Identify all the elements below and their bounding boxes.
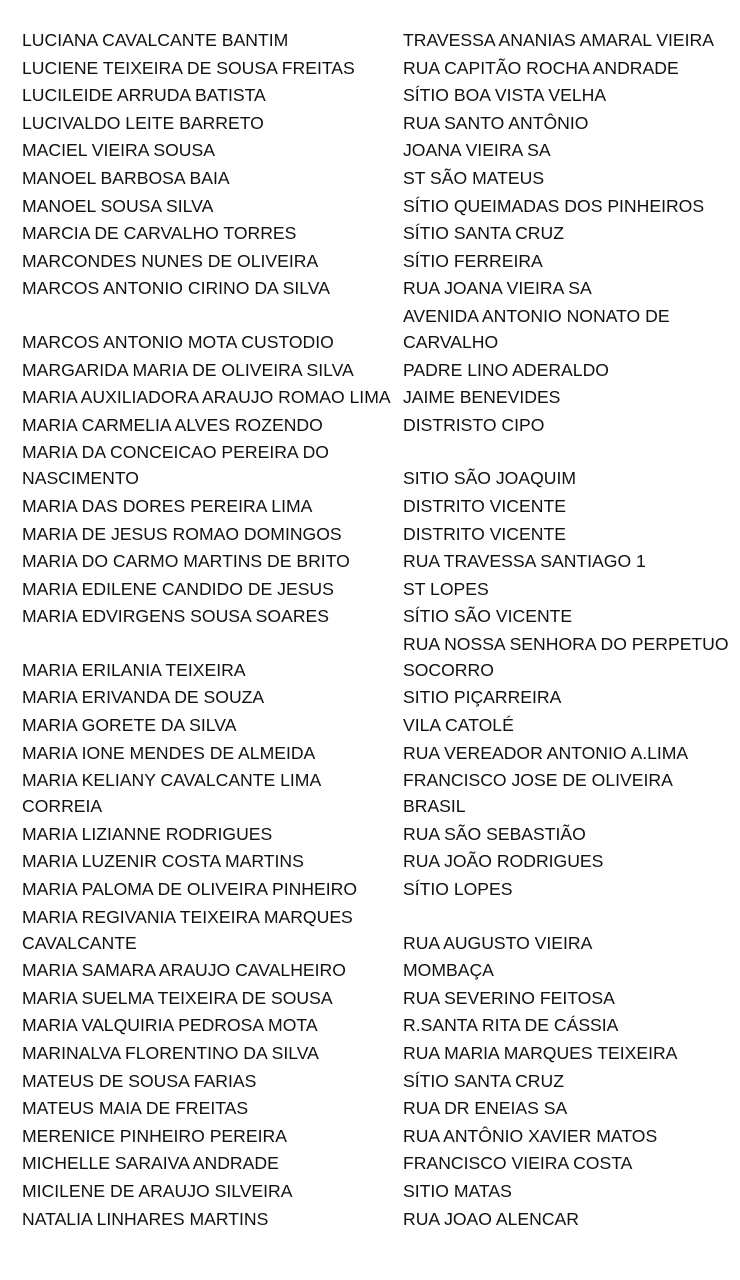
list-row <box>22 275 734 301</box>
list-row <box>22 521 734 547</box>
person-name: MARIA ERILANIA TEIXEIRA <box>22 659 246 680</box>
person-name: MICILENE DE ARAUJO SILVEIRA <box>22 1180 293 1201</box>
list-row <box>22 1178 734 1204</box>
list-row <box>22 55 734 81</box>
person-name: MACIEL VIEIRA SOUSA <box>22 140 215 161</box>
list-row <box>22 548 734 574</box>
person-name: MARIA LUZENIR COSTA MARTINS <box>22 851 304 872</box>
list-row <box>22 248 734 274</box>
person-name: MARINALVA FLORENTINO DA SILVA <box>22 1043 319 1063</box>
person-address: RUA AUGUSTO VIEIRA <box>403 932 593 953</box>
person-name: MARCOS ANTONIO CIRINO DA SILVA <box>22 278 330 299</box>
person-name: MARIA EDILENE CANDIDO DE JESUS <box>22 578 334 599</box>
person-address: FRANCISCO JOSE DE OLIVEIRA BRASIL <box>403 770 672 817</box>
list-row <box>22 1068 734 1094</box>
person-name: MATEUS DE SOUSA FARIAS <box>22 1070 257 1091</box>
person-name: MARIA SAMARA ARAUJO CAVALHEIRO <box>22 960 346 981</box>
list-row <box>22 767 734 819</box>
person-address: SÍTIO SANTA CRUZ <box>403 223 564 244</box>
person-name: MARIA DO CARMO MARTINS DE BRITO <box>22 551 350 572</box>
person-address: RUA JOANA VIEIRA SA <box>403 278 592 299</box>
list-row <box>22 848 734 874</box>
person-address: RUA CAPITÃO ROCHA ANDRADE <box>403 57 679 78</box>
person-name: MARCONDES NUNES DE OLIVEIRA <box>22 250 319 271</box>
person-address: RUA SÃO SEBASTIÃO <box>403 823 586 844</box>
person-address: RUA VEREADOR ANTONIO A.LIMA <box>403 742 689 763</box>
person-name: MARCOS ANTONIO MOTA CUSTODIO <box>22 331 334 352</box>
person-address: SÍTIO FERREIRA <box>403 250 543 271</box>
person-address: RUA ANTÔNIO XAVIER MATOS <box>403 1125 658 1146</box>
person-name: MICHELLE SARAIVA ANDRADE <box>22 1153 279 1174</box>
list-row <box>22 603 734 629</box>
person-address: PADRE LINO ADERALDO <box>403 359 609 380</box>
person-name: LUCILEIDE ARRUDA BATISTA <box>22 85 266 106</box>
person-name: MARIA PALOMA DE OLIVEIRA PINHEIRO <box>22 879 358 900</box>
person-address: RUA SANTO ANTÔNIO <box>403 112 589 133</box>
person-address: ST SÃO MATEUS <box>403 167 545 188</box>
person-address: JOANA VIEIRA SA <box>403 140 551 161</box>
person-name: MARIA DE JESUS ROMAO DOMINGOS <box>22 523 342 544</box>
list-row <box>22 1012 734 1038</box>
person-name: MARGARIDA MARIA DE OLIVEIRA SILVA <box>22 359 354 380</box>
person-address: SÍTIO QUEIMADAS DOS PINHEIROS <box>403 195 705 216</box>
person-address: SÍTIO LOPES <box>403 879 513 900</box>
person-address: SITIO MATAS <box>403 1180 512 1201</box>
person-address: DISTRITO VICENTE <box>403 523 566 544</box>
person-address: SÍTIO SANTA CRUZ <box>403 1070 564 1091</box>
person-address: RUA SEVERINO FEITOSA <box>403 987 615 1008</box>
person-address: RUA JOÃO RODRIGUES <box>403 851 604 872</box>
list-row <box>22 493 734 519</box>
person-address: SITIO SÃO JOAQUIM <box>403 468 577 489</box>
list-row <box>22 821 734 847</box>
person-name: MARIA SUELMA TEIXEIRA DE SOUSA <box>22 987 333 1008</box>
person-name: NATALIA LINHARES MARTINS <box>22 1208 269 1229</box>
list-row <box>22 1123 734 1149</box>
person-address: DISTRISTO CIPO <box>403 414 545 435</box>
list-row <box>22 412 734 438</box>
name-address-list <box>22 27 734 1233</box>
list-row <box>22 740 734 766</box>
person-address: AVENIDA ANTONIO NONATO DE CARVALHO <box>403 305 670 352</box>
person-name: MARIA IONE MENDES DE ALMEIDA <box>22 742 316 763</box>
person-address: VILA CATOLÉ <box>403 715 514 736</box>
person-name: MARIA DAS DORES PEREIRA LIMA <box>22 495 313 516</box>
list-row <box>22 712 734 738</box>
person-address: ST LOPES <box>403 578 489 599</box>
list-row <box>22 27 734 53</box>
person-address: RUA MARIA MARQUES TEIXEIRA <box>403 1043 678 1063</box>
person-address: SÍTIO SÃO VICENTE <box>403 606 573 627</box>
person-address: RUA DR ENEIAS SA <box>403 1098 568 1119</box>
person-address: RUA NOSSA SENHORA DO PERPETUO SOCORRO <box>403 633 729 680</box>
list-row <box>22 1206 734 1232</box>
list-row <box>22 137 734 163</box>
list-row <box>22 1040 734 1066</box>
person-name: LUCIANA CAVALCANTE BANTIM <box>22 30 289 50</box>
person-address: DISTRITO VICENTE <box>403 495 566 516</box>
person-name: LUCIVALDO LEITE BARRETO <box>22 112 264 133</box>
person-address: RUA TRAVESSA SANTIAGO 1 <box>403 551 646 572</box>
person-name: MANOEL SOUSA SILVA <box>22 195 214 216</box>
person-name: MARIA EDVIRGENS SOUSA SOARES <box>22 606 329 627</box>
person-name: MARIA LIZIANNE RODRIGUES <box>22 823 273 844</box>
list-row <box>22 904 734 956</box>
list-row <box>22 631 734 683</box>
list-row <box>22 303 734 355</box>
person-name: MARIA VALQUIRIA PEDROSA MOTA <box>22 1015 318 1036</box>
person-address: RUA JOAO ALENCAR <box>403 1208 579 1229</box>
list-row <box>22 165 734 191</box>
person-address: JAIME BENEVIDES <box>403 387 561 408</box>
list-row <box>22 1150 734 1176</box>
list-row <box>22 1095 734 1121</box>
person-name: MATEUS MAIA DE FREITAS <box>22 1098 249 1119</box>
list-row <box>22 193 734 219</box>
person-address: TRAVESSA ANANIAS AMARAL VIEIRA <box>403 30 714 50</box>
list-row <box>22 384 734 410</box>
person-address: MOMBAÇA <box>403 960 494 981</box>
list-row <box>22 876 734 902</box>
list-row <box>22 684 734 710</box>
person-name: MANOEL BARBOSA BAIA <box>22 167 230 188</box>
list-row <box>22 576 734 602</box>
person-name: MARIA KELIANY CAVALCANTE LIMA CORREIA <box>22 770 321 817</box>
person-address: FRANCISCO VIEIRA COSTA <box>403 1153 633 1174</box>
person-name: MARIA AUXILIADORA ARAUJO ROMAO LIMA <box>22 387 391 408</box>
person-name: MARIA ERIVANDA DE SOUZA <box>22 687 265 708</box>
person-name: LUCIENE TEIXEIRA DE SOUSA FREITAS <box>22 57 355 78</box>
person-name: MARIA REGIVANIA TEIXEIRA MARQUES CAVALCANTE <box>22 906 353 953</box>
list-row <box>22 82 734 108</box>
person-name: MERENICE PINHEIRO PEREIRA <box>22 1125 287 1146</box>
person-address: SÍTIO BOA VISTA VELHA <box>403 85 607 106</box>
person-name: MARIA CARMELIA ALVES ROZENDO <box>22 414 323 435</box>
person-address: R.SANTA RITA DE CÁSSIA <box>403 1015 619 1036</box>
person-address: SITIO PIÇARREIRA <box>403 687 562 708</box>
list-row <box>22 439 734 491</box>
list-row <box>22 357 734 383</box>
list-row <box>22 957 734 983</box>
list-row <box>22 110 734 136</box>
person-name: MARIA GORETE DA SILVA <box>22 715 237 736</box>
list-row <box>22 220 734 246</box>
person-name: MARCIA DE CARVALHO TORRES <box>22 223 297 244</box>
list-row <box>22 985 734 1011</box>
person-name: MARIA DA CONCEICAO PEREIRA DO NASCIMENTO <box>22 442 329 489</box>
